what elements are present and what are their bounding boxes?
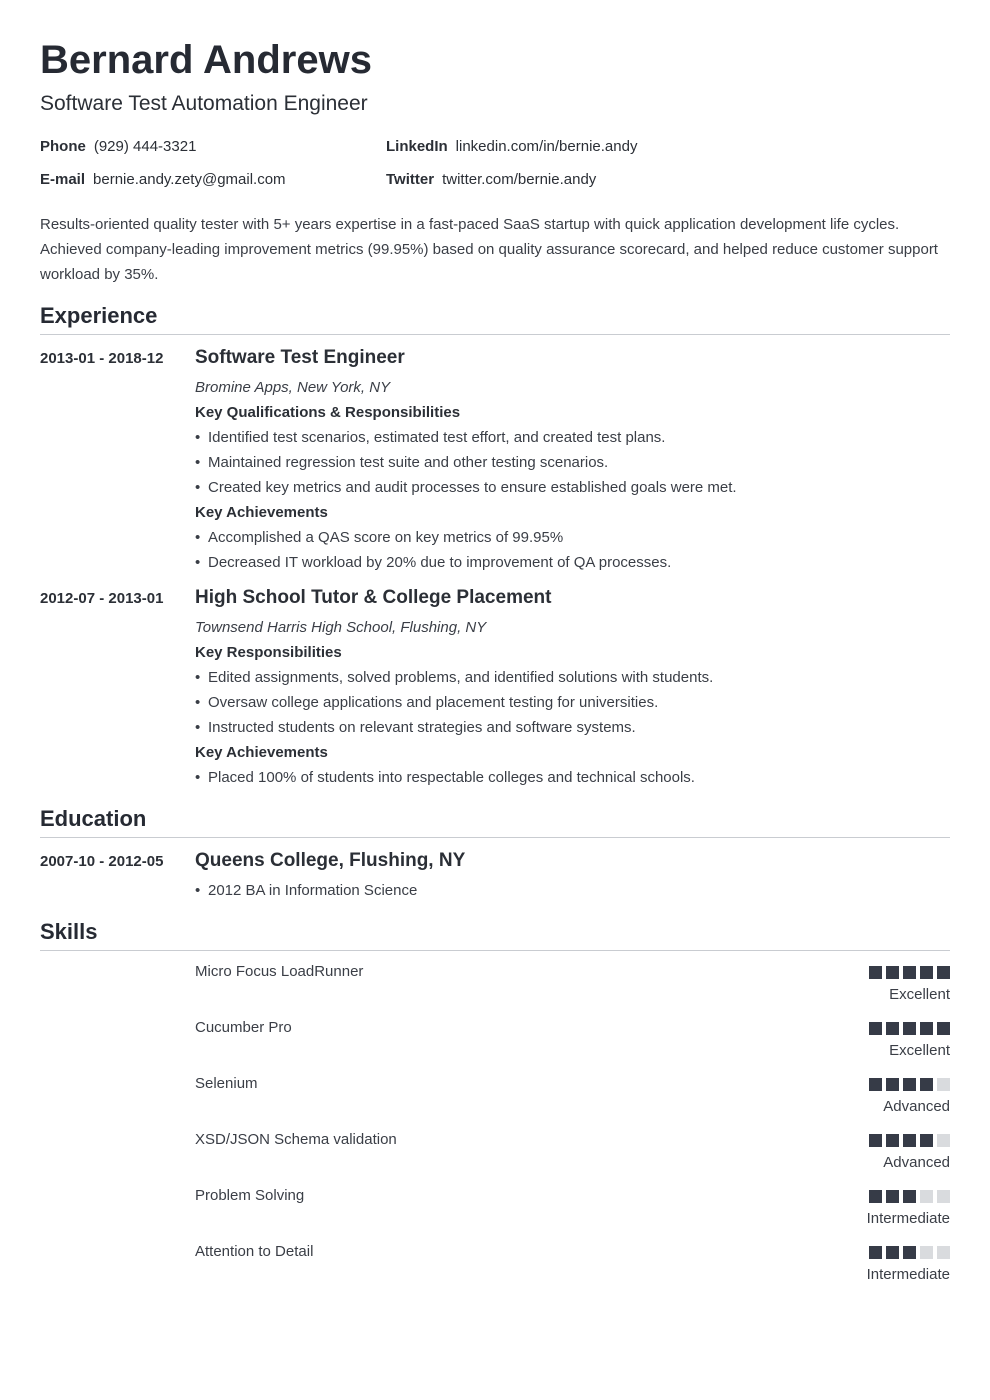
twitter-value[interactable]: twitter.com/bernie.andy xyxy=(442,171,597,188)
rating-square-filled xyxy=(937,966,950,979)
rating-square-filled xyxy=(886,1022,899,1035)
skill-rating xyxy=(869,966,950,979)
job-employer: Bromine Apps, New York, NY xyxy=(195,379,391,396)
rating-square-filled xyxy=(937,1022,950,1035)
skill-level: Excellent xyxy=(889,986,950,1003)
experience-heading-text: Experience xyxy=(40,303,158,328)
list-item: • Maintained regression test suite and other testing scenarios. xyxy=(195,454,609,471)
list-item: • Identified test scenarios, estimated test effort, and created test plans. xyxy=(195,429,666,446)
email-value[interactable]: bernie.andy.zety@gmail.com xyxy=(93,171,286,188)
list-item: • Edited assignments, solved problems, and identified solutions with students. xyxy=(195,669,714,686)
job-subheading: Key Achievements xyxy=(195,504,328,521)
skill-level: Intermediate xyxy=(866,1210,950,1227)
skill-rating xyxy=(869,1022,950,1035)
list-item: • Accomplished a QAS score on key metrics of 99.95% xyxy=(195,529,564,546)
candidate-name: Bernard Andrews xyxy=(40,38,372,82)
list-item: • Created key metrics and audit processes to ensure established goals were met. xyxy=(195,479,737,496)
job-subheading: Key Achievements xyxy=(195,744,328,761)
rating-square-filled xyxy=(903,1134,916,1147)
rating-square-filled xyxy=(869,1022,882,1035)
rating-square-filled xyxy=(903,1190,916,1203)
list-item: • Placed 100% of students into respectable colleges and technical schools. xyxy=(195,769,695,786)
skill-name: Attention to Detail xyxy=(195,1243,314,1260)
skills-heading xyxy=(40,918,950,951)
skill-name: Cucumber Pro xyxy=(195,1019,292,1036)
education-school: Queens College, Flushing, NY xyxy=(195,850,466,871)
rating-square-filled xyxy=(903,966,916,979)
skill-rating xyxy=(869,1078,950,1091)
list-item: • 2012 BA in Information Science xyxy=(195,882,418,899)
twitter-label: Twitter xyxy=(386,171,435,188)
contact-linkedin xyxy=(386,137,637,157)
rating-square-filled xyxy=(903,1078,916,1091)
education-heading-text: Education xyxy=(40,806,147,831)
job-dates: 2013-01 - 2018-12 xyxy=(40,350,164,367)
skill-name: XSD/JSON Schema validation xyxy=(195,1131,397,1148)
job-subheading: Key Responsibilities xyxy=(195,644,342,661)
skills-heading-text: Skills xyxy=(40,919,98,944)
linkedin-label: LinkedIn xyxy=(386,138,448,155)
rating-square-filled xyxy=(920,966,933,979)
skill-level: Excellent xyxy=(889,1042,950,1059)
skill-rating xyxy=(869,1246,950,1259)
job-employer: Townsend Harris High School, Flushing, NY xyxy=(195,619,487,636)
rating-square-filled xyxy=(920,1134,933,1147)
rating-square-filled xyxy=(869,966,882,979)
rating-square-empty xyxy=(937,1190,950,1203)
rating-square-filled xyxy=(886,1190,899,1203)
contact-email xyxy=(40,170,286,190)
linkedin-value[interactable]: linkedin.com/in/bernie.andy xyxy=(455,138,638,155)
skill-name: Problem Solving xyxy=(195,1187,305,1204)
education-heading xyxy=(40,805,950,838)
email-label: E-mail xyxy=(40,171,86,188)
job-title: Software Test Engineer xyxy=(195,347,405,368)
rating-square-empty xyxy=(937,1078,950,1091)
list-item: • Oversaw college applications and placement testing for universities. xyxy=(195,694,659,711)
list-item: • Instructed students on relevant strategies and software systems. xyxy=(195,719,636,736)
rating-square-filled xyxy=(869,1190,882,1203)
rating-square-empty xyxy=(920,1190,933,1203)
rating-square-filled xyxy=(886,1078,899,1091)
rating-square-empty xyxy=(937,1134,950,1147)
experience-heading xyxy=(40,302,950,335)
rating-square-filled xyxy=(886,1246,899,1259)
skill-level: Intermediate xyxy=(866,1266,950,1283)
skill-rating xyxy=(869,1134,950,1147)
candidate-title: Software Test Automation Engineer xyxy=(40,92,368,115)
rating-square-filled xyxy=(869,1134,882,1147)
job-title: High School Tutor & College Placement xyxy=(195,587,552,608)
phone-label: Phone xyxy=(40,138,86,155)
job-dates: 2012-07 - 2013-01 xyxy=(40,590,164,607)
rating-square-filled xyxy=(869,1246,882,1259)
skill-rating xyxy=(869,1190,950,1203)
rating-square-filled xyxy=(886,1134,899,1147)
rating-square-empty xyxy=(920,1246,933,1259)
skill-level: Advanced xyxy=(883,1154,950,1171)
rating-square-filled xyxy=(920,1022,933,1035)
list-item: • Decreased IT workload by 20% due to improvement of QA processes. xyxy=(195,554,672,571)
rating-square-filled xyxy=(869,1078,882,1091)
rating-square-filled xyxy=(903,1022,916,1035)
rating-square-empty xyxy=(937,1246,950,1259)
rating-square-filled xyxy=(920,1078,933,1091)
skill-name: Selenium xyxy=(195,1075,258,1092)
contact-twitter xyxy=(386,170,596,190)
job-subheading: Key Qualifications & Responsibilities xyxy=(195,404,461,421)
education-dates: 2007-10 - 2012-05 xyxy=(40,853,164,870)
skill-name: Micro Focus LoadRunner xyxy=(195,963,364,980)
summary-paragraph: Results-oriented quality tester with 5+ years expertise in a fast-paced SaaS startup with quick application development life cycles. Achieved company-leading improvement metrics (99.95%) based on quality assurance scorecard, and helped reduce customer support workload by 35%. xyxy=(40,216,938,283)
rating-square-filled xyxy=(886,966,899,979)
rating-square-filled xyxy=(903,1246,916,1259)
skill-level: Advanced xyxy=(883,1098,950,1115)
phone-value[interactable]: (929) 444-3321 xyxy=(93,138,197,155)
contact-phone xyxy=(40,137,196,157)
